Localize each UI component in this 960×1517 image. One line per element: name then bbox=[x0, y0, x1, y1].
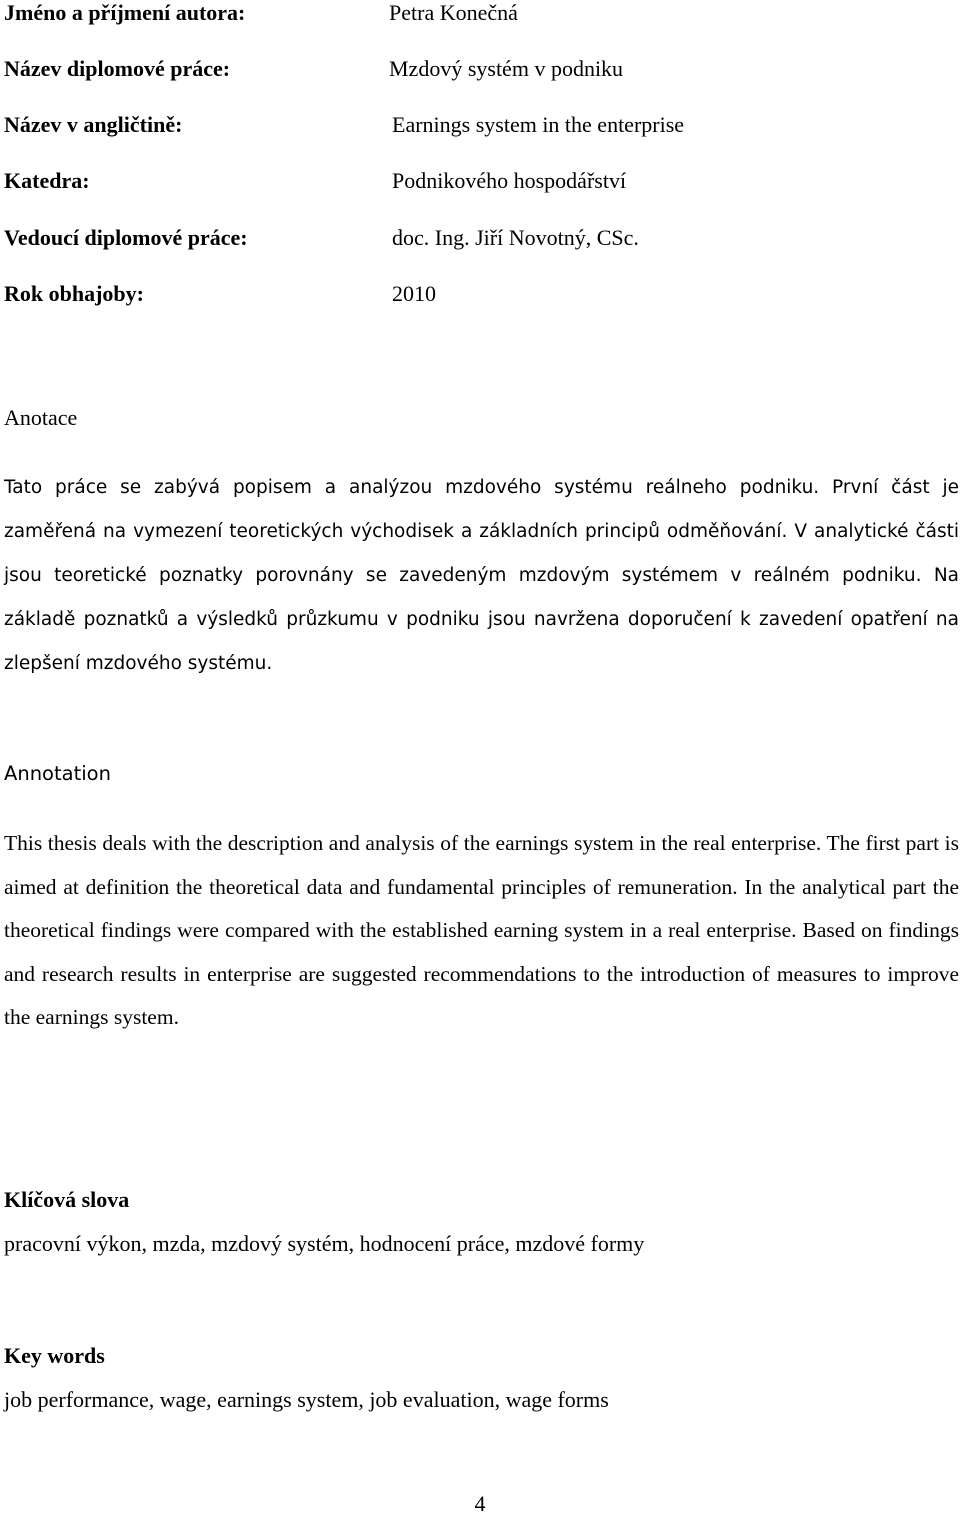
department-value: Podnikového hospodářství bbox=[392, 168, 627, 193]
key-words-heading: Key words bbox=[4, 1343, 105, 1368]
key-words-text: job performance, wage, earnings system, job evaluation, wage forms bbox=[4, 1387, 609, 1412]
anotace-heading: Anotace bbox=[4, 405, 78, 430]
department-label: Katedra: bbox=[4, 168, 90, 193]
supervisor-label: Vedoucí diplomové práce: bbox=[4, 225, 248, 250]
page-number: 4 bbox=[474, 1491, 486, 1516]
title-en-value: Earnings system in the enterprise bbox=[392, 112, 685, 137]
title-label: Název diplomové práce: bbox=[4, 56, 231, 81]
annotation-text: This thesis deals with the description and analysis of the earnings system in the real enterprise. The first part is aimed at definition the theoretical data and fundamental principles of remuneration. In the analytical part the theoretical findings were compared with the established earning system in a real enterprise. Based on findings and research results in enterprise are suggested recommendations to the introduction of measures to improve the earnings system. bbox=[4, 831, 959, 1030]
supervisor-value: doc. Ing. Jiří Novotný, CSc. bbox=[392, 225, 639, 250]
author-label: Jméno a příjmení autora: bbox=[4, 0, 246, 25]
title-value: Mzdový systém v podniku bbox=[389, 56, 624, 81]
year-label: Rok obhajoby: bbox=[4, 281, 144, 306]
klicova-slova-heading: Klíčová slova bbox=[4, 1187, 130, 1212]
year-value: 2010 bbox=[392, 281, 436, 306]
anotace-text: Tato práce se zabývá popisem a analýzou mzdového systému reálneho podniku. První část je zaměřená na vymezení teoretických východisek a základních principů odměňování. V analytické části jsou teoretické poznatky porovnány se zavedeným mzdovým systémem v reálném podniku. Na základě poznatků a výsledků průzkumu v podniku jsou navržena doporučení k zavedení opatření na zlepšení mzdového systému. bbox=[4, 477, 959, 674]
author-value: Petra Konečná bbox=[389, 0, 518, 25]
klicova-slova-text: pracovní výkon, mzda, mzdový systém, hodnocení práce, mzdové formy bbox=[4, 1231, 645, 1256]
annotation-heading: Annotation bbox=[4, 762, 111, 785]
title-en-label: Název v angličtině: bbox=[4, 112, 183, 137]
